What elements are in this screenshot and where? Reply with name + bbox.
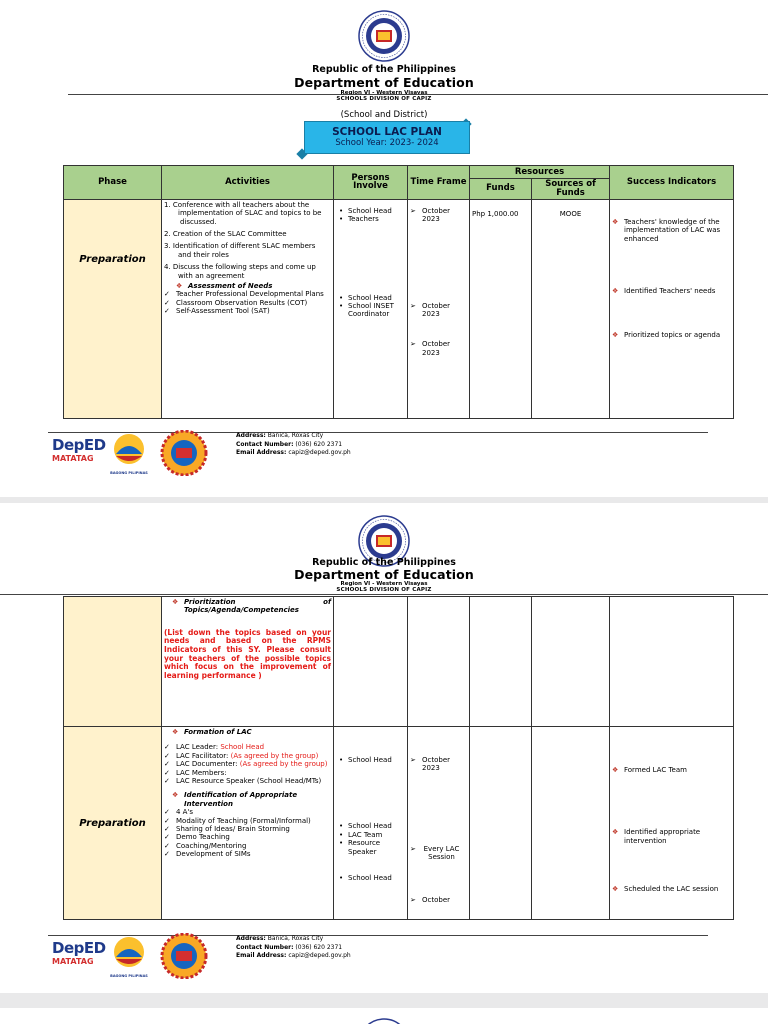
resources-header: Resources	[470, 166, 610, 179]
banner-school-year: School Year: 2023- 2024	[335, 138, 439, 148]
empty-cell	[532, 727, 610, 920]
phase-header: Phase	[64, 166, 162, 200]
footer-email: Email Address: capiz@deped.gov.ph	[236, 952, 351, 960]
lac-plan-table-page1	[63, 165, 734, 419]
capiz-division-logo	[158, 933, 210, 979]
matatag-wordmark: MATATAG	[52, 454, 94, 463]
roles-list	[164, 743, 331, 785]
region-heading: Region VI - Western Visayas	[340, 90, 428, 96]
intervention-item: ✓ Sharing of Ideas/ Brain Storming	[164, 825, 331, 833]
header-rule	[0, 594, 768, 595]
activities-header: Activities	[162, 166, 334, 200]
page-gap	[0, 993, 768, 1008]
footer-contact	[236, 432, 351, 458]
success-item: ❖ Identified Teachers' needs	[612, 287, 731, 295]
needs-list	[164, 290, 331, 315]
success-cell	[610, 199, 734, 418]
person-item: • LAC Team	[336, 831, 405, 839]
persons-list-a	[336, 756, 405, 764]
phase-cell: Preparation	[64, 727, 162, 920]
person-item: • School Head	[336, 874, 405, 882]
person-item: • School INSET Coordinator	[336, 302, 405, 319]
empty-cell	[470, 597, 532, 727]
activity-1-end: discussed.	[180, 217, 217, 226]
banner-title: SCHOOL LAC PLAN	[332, 126, 442, 138]
persons-list-c	[336, 874, 405, 882]
footer-email: Email Address: capiz@deped.gov.ph	[236, 449, 351, 457]
activity-3: 3. Identification of different SLAC members	[164, 242, 316, 251]
bagong-pilipinas-logo	[104, 432, 154, 472]
activities-cell	[162, 199, 334, 418]
persons-list-a	[336, 207, 405, 224]
formation-heading: ❖ Formation of LAC	[170, 728, 331, 736]
deped-matatag-logo	[52, 939, 106, 975]
time-item: ➢ October	[410, 896, 467, 904]
role-item: ✓ LAC Members:	[164, 769, 331, 777]
success-item: ❖ Formed LAC Team	[612, 766, 731, 774]
document-page-1	[0, 0, 768, 497]
empty-cell	[610, 597, 734, 727]
footer-contact-number: Contact Number: (036) 620 2371	[236, 943, 343, 951]
role-item: ✓ LAC Documenter: (As agreed by the group)	[164, 760, 331, 768]
sources-cell	[532, 199, 610, 418]
activity-1-cont: implementation of SLAC and topics to be	[178, 209, 322, 218]
intervention-item: ✓ Development of SIMs	[164, 850, 331, 858]
time-frame-header: Time Frame	[408, 166, 470, 200]
time-item: ➢ October 2023	[410, 207, 467, 224]
persons-list-b	[336, 294, 405, 319]
prioritization-heading: ❖ Prioritization of Topics/Agenda/Competencies	[170, 598, 331, 615]
interventions-list	[164, 808, 331, 858]
deped-wordmark: DepED	[52, 436, 106, 454]
success-item: ❖ Scheduled the LAC session	[612, 885, 731, 893]
activity-4: 4. Discuss the following steps and come up	[164, 263, 316, 272]
needs-item: ✓ Self-Assessment Tool (SAT)	[164, 307, 331, 315]
footer-address: Address: Banica, Roxas City	[236, 432, 324, 439]
persons-cell	[334, 199, 408, 418]
success-item: ❖ Prioritized topics or agenda	[612, 331, 731, 339]
prioritization-note: (List down the topics based on your needs and based on the RPMS Indicators of this SY. Please consult your teachers of the possible topics which focus on the improvement of learning performance )	[164, 627, 331, 680]
time-item: ➢ October 2023	[410, 340, 467, 357]
phase-cell-empty	[64, 597, 162, 727]
success-indicators-header: Success Indicators	[610, 166, 734, 200]
intervention-item: ✓ 4 A's	[164, 808, 331, 816]
intervention-heading: ❖ Identification of Appropriate Intervention	[170, 791, 331, 808]
prioritization-cell	[162, 597, 334, 727]
formation-cell	[162, 727, 334, 920]
success-cell	[610, 727, 734, 920]
funds-value: Php 1,000.00	[472, 209, 519, 218]
time-frame-cell	[408, 199, 470, 418]
person-item: • School Head	[336, 207, 405, 215]
bagong-pilipinas-text: BAGONG PILIPINAS	[110, 974, 148, 978]
time-item: ➢ October 2023	[410, 756, 467, 773]
school-lac-plan-banner	[304, 121, 470, 154]
intervention-item: ✓ Demo Teaching	[164, 833, 331, 841]
footer-address: Address: Banica, Roxas City	[236, 935, 324, 942]
bagong-pilipinas-text: BAGONG PILIPINAS	[110, 471, 148, 475]
phase-cell: Preparation	[64, 199, 162, 418]
document-page-3	[0, 1008, 768, 1024]
success-list	[612, 766, 731, 894]
footer-contact	[236, 935, 351, 961]
role-item: ✓ LAC Facilitator: (As agreed by the group)	[164, 752, 331, 760]
intervention-item: ✓ Modality of Teaching (Formal/Informal)	[164, 817, 331, 825]
role-item: ✓ LAC Leader: School Head	[164, 743, 331, 751]
intervention-item: ✓ Coaching/Mentoring	[164, 842, 331, 850]
activity-2: 2. Creation of the SLAC Committee	[164, 230, 287, 239]
header-rule	[68, 94, 768, 95]
success-item: ❖ Identified appropriate intervention	[612, 828, 731, 845]
success-list	[612, 218, 731, 340]
empty-cell	[408, 597, 470, 727]
success-item: ❖ Teachers' knowledge of the implementation of LAC was enhanced	[612, 218, 731, 243]
activity-3-cont: and their roles	[178, 250, 229, 259]
time-list-a	[410, 756, 467, 773]
division-heading: SCHOOLS DIVISION OF CAPIZ	[336, 587, 432, 593]
person-item: • School Head	[336, 822, 405, 830]
person-item: • Resource Speaker	[336, 839, 405, 856]
region-heading: Region VI - Western Visayas	[340, 581, 428, 587]
needs-item: ✓ Teacher Professional Developmental Plans	[164, 290, 331, 298]
lac-plan-table-page2	[63, 596, 734, 920]
time-item: ➢ Every LAC Session	[410, 845, 461, 862]
department-heading: Department of Education	[294, 567, 474, 582]
person-item: • Teachers	[336, 215, 405, 223]
deped-wordmark: DepED	[52, 939, 106, 957]
deped-matatag-logo	[52, 436, 106, 472]
matatag-wordmark: MATATAG	[52, 957, 94, 966]
person-item: • School Head	[336, 294, 405, 302]
time-item: ➢ October 2023	[410, 302, 467, 319]
sources-value: MOOE	[559, 209, 582, 218]
deped-seal-icon	[358, 1018, 410, 1024]
capiz-division-logo	[158, 430, 210, 476]
persons-header: Persons Involve	[334, 166, 408, 200]
person-item: • School Head	[336, 756, 405, 764]
school-district-label: (School and District)	[340, 110, 428, 120]
funds-cell	[470, 199, 532, 418]
funds-header: Funds	[470, 179, 532, 200]
empty-cell	[532, 597, 610, 727]
bagong-pilipinas-logo	[104, 935, 154, 975]
empty-cell	[334, 597, 408, 727]
empty-cell	[470, 727, 532, 920]
department-heading: Department of Education	[294, 75, 474, 90]
time-list	[410, 207, 467, 357]
document-page-2	[0, 503, 768, 993]
role-item: ✓ LAC Resource Speaker (School Head/MTs)	[164, 777, 331, 785]
activity-4-cont: with an agreement	[178, 271, 245, 280]
footer-contact-number: Contact Number: (036) 620 2371	[236, 440, 343, 448]
needs-heading: ❖ Assessment of Needs	[174, 282, 331, 290]
time-list-c	[410, 896, 467, 904]
republic-heading: Republic of the Philippines	[312, 64, 456, 75]
activity-1: 1. Conference with all teachers about the	[164, 200, 310, 209]
needs-item: ✓ Classroom Observation Results (COT)	[164, 299, 331, 307]
time-list-b	[410, 845, 467, 862]
persons-list-b	[336, 822, 405, 856]
division-heading: SCHOOLS DIVISION OF CAPIZ	[336, 96, 432, 102]
time-frame-cell	[408, 727, 470, 920]
deped-seal-icon	[358, 10, 410, 62]
sources-header: Sources of Funds	[532, 179, 610, 200]
republic-heading: Republic of the Philippines	[312, 557, 456, 568]
persons-cell	[334, 727, 408, 920]
